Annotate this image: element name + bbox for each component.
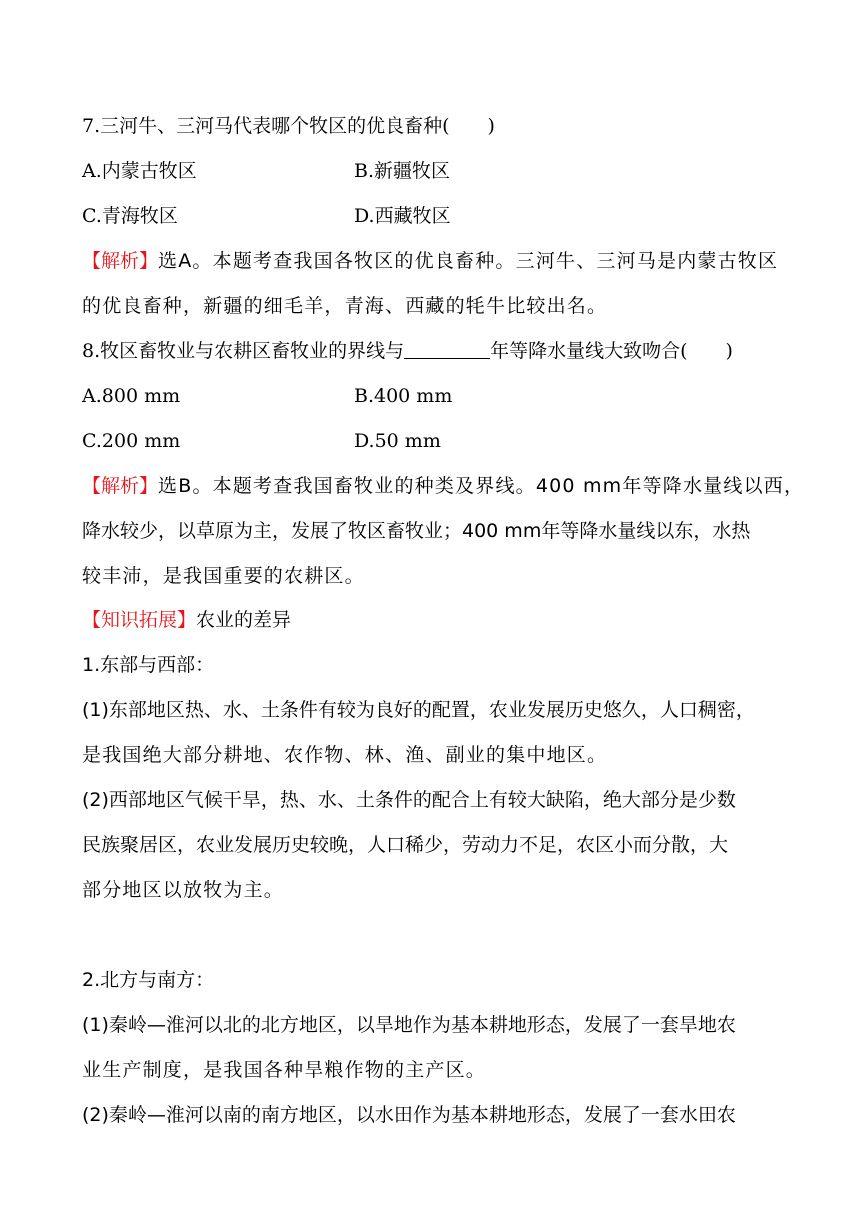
q8-analysis-line-1 bbox=[82, 474, 804, 498]
fill-in-blank bbox=[404, 340, 490, 359]
q7-analysis-line-1 bbox=[82, 249, 778, 273]
q8-stem-before: 8.牧区畜牧业与农耕区畜牧业的界线与 bbox=[82, 340, 405, 362]
q7-option-b: B.新疆牧区 bbox=[354, 160, 451, 182]
section-2-heading: 2.北方与南方： bbox=[82, 969, 215, 991]
p2-line-2: 民族聚居区，农业发展历史较晚，人口稀少，劳动力不足，农区小而分散，大 bbox=[82, 834, 729, 856]
p1-line-2: 是我国绝大部分耕地、农作物、林、渔、副业的集中地区。 bbox=[82, 744, 608, 766]
p2-line-3: 部分地区以放牧为主。 bbox=[82, 879, 285, 901]
extension-heading bbox=[82, 608, 291, 632]
analysis-label: 【解析】 bbox=[82, 250, 159, 272]
question-8-stem bbox=[82, 339, 733, 363]
q7-analysis-line-2: 的优良畜种，新疆的细毛羊，青海、西藏的牦牛比较出名。 bbox=[82, 295, 608, 317]
p3-line-2: 业生产制度，是我国各种旱粮作物的主产区。 bbox=[82, 1059, 487, 1081]
question-7-stem: 7.三河牛、三河马代表哪个牧区的优良畜种( ) bbox=[82, 115, 495, 137]
analysis-label: 【解析】 bbox=[82, 475, 159, 497]
section-1-heading: 1.东部与西部： bbox=[82, 654, 215, 676]
q8-analysis-text-1: 选B。本题考查我国畜牧业的种类及界线。400 mm年等降水量线以西， bbox=[158, 475, 805, 497]
q8-option-c: C.200 mm bbox=[82, 430, 181, 452]
p4-line-1: (2)秦岭—淮河以南的南方地区，以水田作为基本耕地形态，发展了一套水田农 bbox=[82, 1104, 736, 1126]
p1-line-1: (1)东部地区热、水、土条件有较为良好的配置，农业发展历史悠久，人口稠密， bbox=[82, 699, 755, 721]
extension-title: 农业的差异 bbox=[196, 609, 292, 631]
q8-option-a: A.800 mm bbox=[82, 385, 181, 407]
q7-option-d: D.西藏牧区 bbox=[354, 205, 451, 227]
q8-option-b: B.400 mm bbox=[354, 385, 453, 407]
q7-analysis-text-1: 选A。本题考查我国各牧区的优良畜种。三河牛、三河马是内蒙古牧区 bbox=[158, 250, 779, 272]
q8-analysis-line-3: 较丰沛，是我国重要的农耕区。 bbox=[82, 565, 365, 587]
q8-option-d: D.50 mm bbox=[354, 430, 441, 452]
q8-analysis-line-2: 降水较少，以草原为主，发展了牧区畜牧业；400 mm年等降水量线以东，水热 bbox=[82, 520, 751, 542]
q8-stem-after: 年等降水量线大致吻合( ) bbox=[490, 340, 733, 362]
p2-line-1: (2)西部地区气候干旱，热、水、土条件的配合上有较大缺陷，绝大部分是少数 bbox=[82, 789, 736, 811]
extension-label: 【知识拓展】 bbox=[82, 609, 197, 631]
q7-option-a: A.内蒙古牧区 bbox=[82, 160, 197, 182]
p3-line-1: (1)秦岭—淮河以北的北方地区，以旱地作为基本耕地形态，发展了一套旱地农 bbox=[82, 1014, 736, 1036]
q7-option-c: C.青海牧区 bbox=[82, 205, 178, 227]
